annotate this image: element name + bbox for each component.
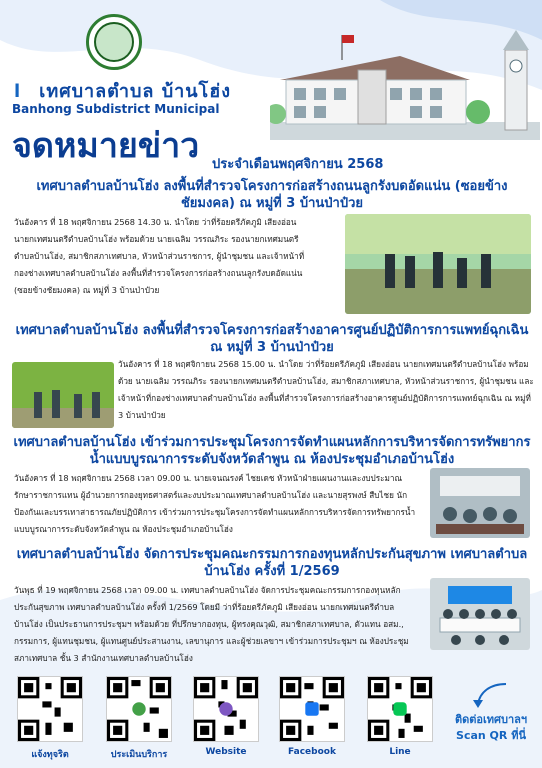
curved-arrow-icon: [470, 680, 510, 710]
qr-code-facebook[interactable]: [279, 676, 345, 742]
page-title: จดหมายข่าว: [12, 126, 200, 166]
news-3-body: วันอังคาร ที่ 18 พฤศจิกายน 2568 เวลา 09.00 น. นายเจนณรงค์ ไชยเดช หัวหน้าฝ่ายแผนงานและงบประมาณ รักษาราชการแทน ผู้อำนวยการกองยุทธศาสตร์และงบประมาณเทศบาลตำบลบ้านโฮ่ง และนายสุรพงษ์ สืบไชย นักป้องกันและบรรเทาสาธารณภัยปฏิบัติการ เข้าร่วมการประชุมโครงการจัดทำแผนหลักการบริหารจัดการทรัพยากรน้ำแบบบูรณาการระดับจังหวัดลำพูน ณ ห้องประชุมอำเภอบ้านโฮ่ง: [14, 473, 416, 534]
org-name-th: [14, 76, 231, 105]
qr-label-website: Website: [205, 747, 247, 757]
qr-code-service-evaluation[interactable]: [106, 676, 172, 742]
municipal-seal-logo: [86, 14, 142, 70]
news-1-body: วันอังคาร ที่ 18 พฤศจิกายน 2568 14.30 น. นำโดย ว่าที่ร้อยตรีภัคภูมิ เสียงอ่อน นายกเทศมนตรีตำบลบ้านโฮ่ง พร้อมด้วย นายเฉลิม วรรณภิระ รองนายกเทศมนตรีตำบลบ้านโฮ่ง, สมาชิกสภาเทศบาล, หัวหน้าส่วนราชการ, ผู้นำชุมชน และเจ้าหน้าที่กองช่างเทศบาลตำบลบ้านโฮ่ง ลงพื้นที่สำรวจโครงการก่อสร้างถนนลูกรังบดอัดแน่น (ซอยข้างชัยมงคล) ณ หมู่ที่ 3 บ้านป่าป๋วย: [14, 217, 305, 295]
qr-label-facebook: Facebook: [288, 747, 336, 757]
contact-callout: [445, 712, 537, 744]
contact-line-2: Scan QR ที่นี่: [456, 729, 526, 742]
org-name-en: Banhong Subdistrict Municipal: [12, 102, 220, 116]
contact-line-1: ติดต่อเทศบาลฯ: [454, 713, 528, 726]
news-4-photo: [430, 578, 530, 650]
issue-month: ประจำเดือนพฤศจิกายน 2568: [212, 157, 384, 172]
news-3-title: เทศบาลตำบลบ้านโฮ่ง เข้าร่วมการประชุมโครงการจัดทำแผนหลักการบริหารจัดการทรัพยากรน้ำแบบบูรณาการระดับจังหวัดลำพูน ณ ห้องประชุมอำเภอบ้านโฮ่ง: [13, 435, 531, 467]
news-4-title: เทศบาลตำบลบ้านโฮ่ง จัดการประชุมคณะกรรมการกองทุนหลักประกันสุขภาพ เทศบาลตำบลบ้านโฮ่ง ครั้งที่ 1/2569: [16, 547, 528, 579]
qr-label-service-evaluation: ประเมินบริการ: [110, 750, 168, 760]
news-2-photo: [12, 362, 114, 428]
qr-code-corruption-report[interactable]: [17, 676, 83, 742]
qr-label-corruption-report: แจ้งทุจริต: [31, 750, 69, 760]
news-1-title: เทศบาลตำบลบ้านโฮ่ง ลงพื้นที่สำรวจโครงการก่อสร้างถนนลูกรังบดอัดแน่น (ซอยข้างชัยมงคล) ณ หมู่ที่ 3 บ้านป่าป๋วย: [36, 179, 508, 211]
qr-label-line: Line: [389, 747, 411, 757]
office-building-image: [270, 30, 540, 140]
qr-code-line[interactable]: [367, 676, 433, 742]
bullet-icon: l: [14, 81, 22, 102]
org-name-th-text: เทศบาลตำบล บ้านโฮ่ง: [39, 81, 231, 102]
qr-code-website[interactable]: [193, 676, 259, 742]
news-2-title: เทศบาลตำบลบ้านโฮ่ง ลงพื้นที่สำรวจโครงการก่อสร้างอาคารศูนย์ปฏิบัติการการแพทย์ฉุกเฉิน ณ หมู่ที่ 3 บ้านป่าป๋วย: [15, 323, 529, 355]
news-1-photo: [345, 214, 531, 314]
news-2-body: วันอังคาร ที่ 18 พฤศจิกายน 2568 15.00 น. นำโดย ว่าที่ร้อยตรีภัคภูมิ เสียงอ่อน นายกเทศมนตรีตำบลบ้านโฮ่ง พร้อมด้วย นายเฉลิม วรรณภิระ รองนายกเทศมนตรีตำบลบ้านโฮ่ง, สมาชิกสภาเทศบาล, หัวหน้าส่วนราชการ, ผู้นำชุมชน และเจ้าหน้าที่กองช่างเทศบาลตำบลบ้านโฮ่ง ลงพื้นที่สำรวจโครงการก่อสร้างอาคารศูนย์ปฏิบัติการการแพทย์ฉุกเฉิน ณ หมู่ที่ 3 บ้านป่าป๋วย: [118, 359, 534, 420]
news-3-photo: [430, 468, 530, 538]
news-4-body: วันพุธ ที่ 19 พฤศจิกายน 2568 เวลา 09.00 น. เทศบาลตำบลบ้านโฮ่ง จัดการประชุมคณะกรรมการกองทุนหลักประกันสุขภาพ เทศบาลตำบลบ้านโฮ่ง ครั้งที่ 1/2569 โดยมี ว่าที่ร้อยตรีภัคภูมิ เสียงอ่อน นายกเทศมนตรีตำบลบ้านโฮ่ง เป็นประธานการประชุมฯ พร้อมด้วย ที่ปรึกษากองทุน, ผู้ทรงคุณวุฒิ, สมาชิกสภาเทศบาล, ตัวแทน อสม., กรรมการ, ผู้แทนชุมชน, ผู้แทนศูนย์ประสานงาน, เลขานุการ และผู้ช่วยเลขาฯ เข้าร่วมการประชุมฯ ณ ห้องประชุมสภาเทศบาล ชั้น 3 สำนักงานเทศบาลตำบลบ้านโฮ่ง: [14, 585, 409, 663]
